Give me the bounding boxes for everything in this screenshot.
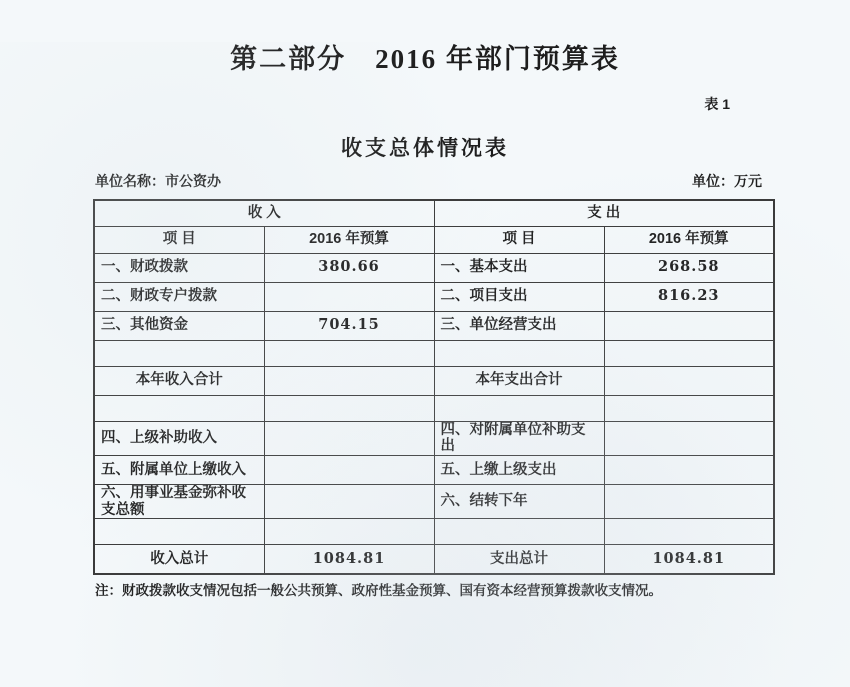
table-row bbox=[94, 484, 774, 518]
empty-cell bbox=[604, 340, 774, 366]
income-value-cell bbox=[264, 282, 434, 311]
group-header-row bbox=[94, 200, 774, 226]
income-item-cell: 一、财政拨款 bbox=[94, 253, 264, 282]
unit-name bbox=[95, 172, 221, 191]
table-row bbox=[94, 421, 774, 455]
income-item-column-header: 项 目 bbox=[94, 226, 264, 253]
unit-name-label: 单位名称： bbox=[95, 173, 165, 189]
empty-cell bbox=[604, 395, 774, 421]
income-item-cell: 四、上级补助收入 bbox=[94, 421, 264, 455]
income-value-cell bbox=[264, 455, 434, 484]
empty-cell bbox=[94, 395, 264, 421]
income-group-header: 收 入 bbox=[94, 200, 434, 226]
budget-table bbox=[93, 199, 775, 575]
income-value-cell: 380.66 bbox=[264, 253, 434, 282]
income-total-value: 1084.81 bbox=[264, 545, 434, 574]
expense-subtotal-label: 本年支出合计 bbox=[434, 366, 604, 395]
empty-cell bbox=[264, 519, 434, 545]
expense-value-cell: 816.23 bbox=[604, 282, 774, 311]
expense-total-value: 1084.81 bbox=[604, 545, 774, 574]
footnote: 注：财政拨款收支情况包括一般公共预算、政府性基金预算、国有资本经营预算拨款收支情况。 bbox=[95, 582, 662, 598]
table-row bbox=[94, 282, 774, 311]
expense-value-cell bbox=[604, 421, 774, 455]
income-value-cell bbox=[264, 484, 434, 518]
expense-item-cell: 一、基本支出 bbox=[434, 253, 604, 282]
unit-name-value: 市公资办 bbox=[165, 173, 221, 189]
income-item-cell: 六、用事业基金弥补收支总额 bbox=[94, 484, 264, 518]
expense-item-cell: 三、单位经营支出 bbox=[434, 311, 604, 340]
table-number-label: 表 1 bbox=[704, 96, 730, 112]
income-budget-column-header: 2016 年预算 bbox=[264, 226, 434, 253]
spacer-row bbox=[94, 519, 774, 545]
page-title: 第二部分 2016 年部门预算表 bbox=[230, 44, 620, 74]
column-header-row bbox=[94, 226, 774, 253]
empty-cell bbox=[264, 340, 434, 366]
table-row bbox=[94, 455, 774, 484]
total-row bbox=[94, 545, 774, 574]
currency-unit-label: 单位：万元 bbox=[692, 173, 762, 189]
table-meta-row bbox=[95, 172, 762, 191]
spacer-row bbox=[94, 340, 774, 366]
empty-cell bbox=[264, 395, 434, 421]
empty-cell bbox=[94, 519, 264, 545]
income-item-cell: 二、财政专户拨款 bbox=[94, 282, 264, 311]
income-item-cell: 五、附属单位上缴收入 bbox=[94, 455, 264, 484]
empty-cell bbox=[434, 519, 604, 545]
income-value-cell bbox=[264, 421, 434, 455]
subtotal-row bbox=[94, 366, 774, 395]
expense-budget-column-header: 2016 年预算 bbox=[604, 226, 774, 253]
income-subtotal-value bbox=[264, 366, 434, 395]
expense-subtotal-value bbox=[604, 366, 774, 395]
expense-total-label: 支出总计 bbox=[434, 545, 604, 574]
spacer-row bbox=[94, 395, 774, 421]
expense-value-cell bbox=[604, 311, 774, 340]
expense-item-cell: 五、上缴上级支出 bbox=[434, 455, 604, 484]
table-row bbox=[94, 311, 774, 340]
expense-value-cell bbox=[604, 455, 774, 484]
income-subtotal-label: 本年收入合计 bbox=[94, 366, 264, 395]
empty-cell bbox=[604, 519, 774, 545]
expense-item-cell: 六、结转下年 bbox=[434, 484, 604, 518]
empty-cell bbox=[434, 395, 604, 421]
expense-group-header: 支 出 bbox=[434, 200, 774, 226]
expense-item-cell: 二、项目支出 bbox=[434, 282, 604, 311]
income-item-cell: 三、其他资金 bbox=[94, 311, 264, 340]
expense-item-column-header: 项 目 bbox=[434, 226, 604, 253]
expense-value-cell: 268.58 bbox=[604, 253, 774, 282]
empty-cell bbox=[434, 340, 604, 366]
table-title: 收支总体情况表 bbox=[341, 137, 509, 160]
income-value-cell: 704.15 bbox=[264, 311, 434, 340]
empty-cell bbox=[94, 340, 264, 366]
expense-item-cell: 四、对附属单位补助支出 bbox=[434, 421, 604, 455]
income-total-label: 收入总计 bbox=[94, 545, 264, 574]
table-row bbox=[94, 253, 774, 282]
expense-value-cell bbox=[604, 484, 774, 518]
